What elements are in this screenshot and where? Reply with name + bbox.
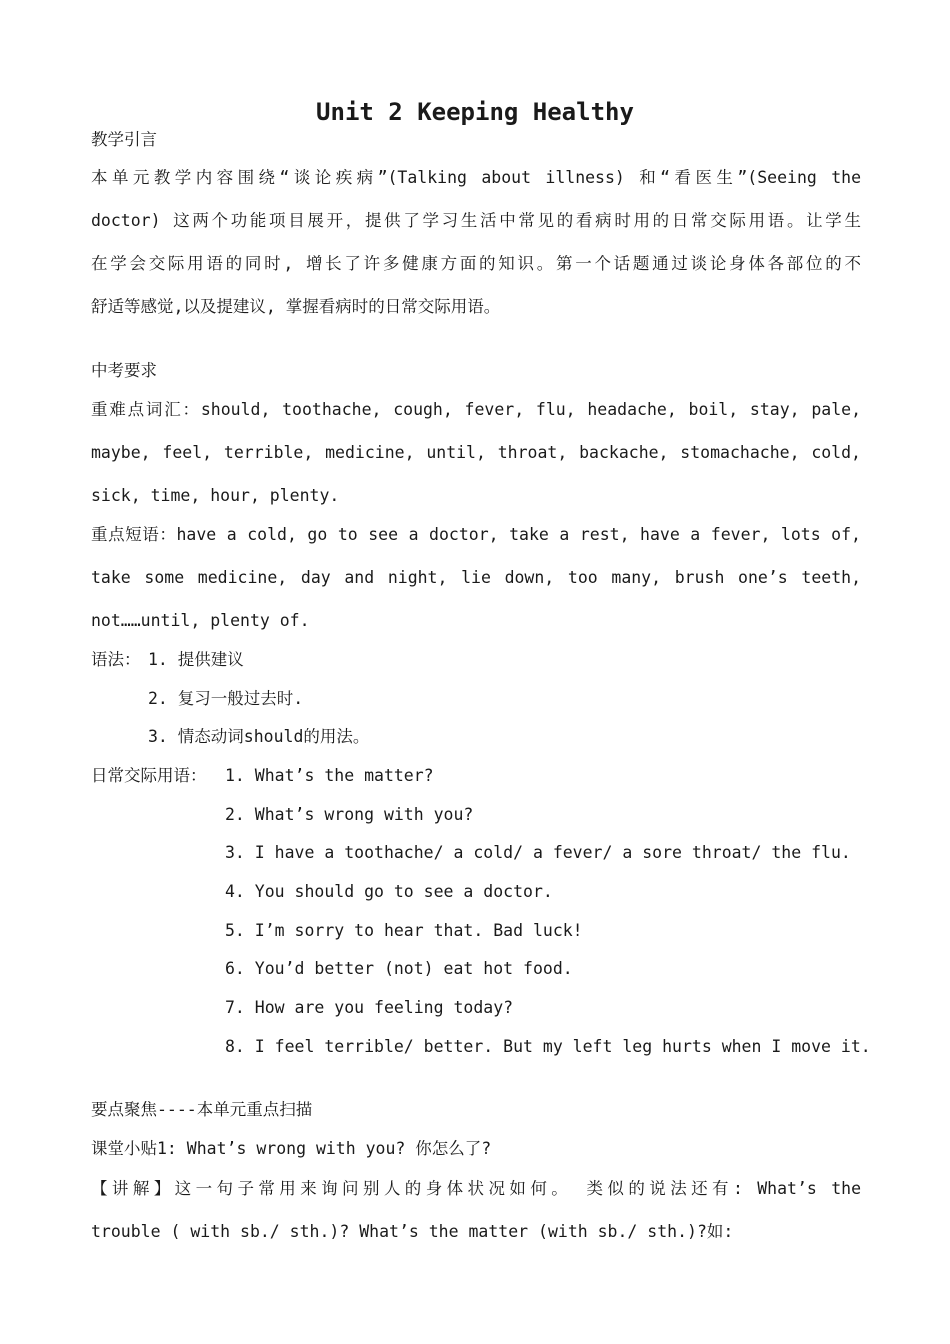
expression-item: 5. I’m sorry to hear that. Bad luck! xyxy=(225,921,583,940)
vocab-line: maybe, feel, terrible, medicine, until, throat, backache, stomachache, cold, xyxy=(91,443,861,462)
intro-line: 舒适等感觉,以及提建议, 掌握看病时的日常交际用语。 xyxy=(91,297,501,316)
expressions-label: 日常交际用语： xyxy=(91,766,207,785)
grammar-item: 1. 提供建议 xyxy=(148,650,244,669)
explain-line: trouble ( with sb./ sth.)? What’s the matter (with sb./ sth.)?如: xyxy=(91,1222,734,1241)
expression-item: 1. What’s the matter? xyxy=(225,766,434,785)
explain-line: 【讲解】这一句子常用来询问别人的身体状况如何。 类似的说法还有: What’s the xyxy=(91,1179,861,1198)
focus-tip: 课堂小贴1: What’s wrong with you? 你怎么了? xyxy=(91,1139,492,1158)
intro-line: 本单元教学内容围绕“谈论疾病”(Talking about illness) 和“看医生”(Seeing the xyxy=(91,168,861,187)
grammar-item: 3. 情态动词should的用法。 xyxy=(148,727,370,746)
expression-item: 4. You should go to see a doctor. xyxy=(225,882,553,901)
vocab-line: sick, time, hour, plenty. xyxy=(91,486,340,505)
phrase-line: not……until, plenty of. xyxy=(91,611,310,630)
intro-line: 在学会交际用语的同时, 增长了许多健康方面的知识。第一个话题通过谈论身体各部位的不 xyxy=(91,254,861,273)
vocab-line: 重难点词汇：should, toothache, cough, fever, flu, headache, boil, stay, pale, xyxy=(91,400,861,419)
focus-heading: 要点聚焦----本单元重点扫描 xyxy=(91,1100,313,1119)
intro-heading: 教学引言 xyxy=(91,130,157,149)
grammar-item: 2. 复习一般过去时. xyxy=(148,689,304,708)
requirements-heading: 中考要求 xyxy=(91,361,157,380)
expression-item: 6. You’d better (not) eat hot food. xyxy=(225,959,573,978)
expression-item: 7. How are you feeling today? xyxy=(225,998,514,1017)
expression-item: 2. What’s wrong with you? xyxy=(225,805,474,824)
document-title: Unit 2 Keeping Healthy xyxy=(316,98,634,126)
phrase-line: take some medicine, day and night, lie down, too many, brush one’s teeth, xyxy=(91,568,861,587)
expression-item: 3. I have a toothache/ a cold/ a fever/ a sore throat/ the flu. xyxy=(225,843,851,862)
phrase-line: 重点短语：have a cold, go to see a doctor, take a rest, have a fever, lots of, xyxy=(91,525,861,544)
expression-item: 8. I feel terrible/ better. But my left leg hurts when I move it. xyxy=(225,1037,871,1056)
grammar-label: 语法： xyxy=(91,650,141,669)
intro-line: doctor) 这两个功能项目展开，提供了学习生活中常见的看病时用的日常交际用语。让学生 xyxy=(91,211,861,230)
